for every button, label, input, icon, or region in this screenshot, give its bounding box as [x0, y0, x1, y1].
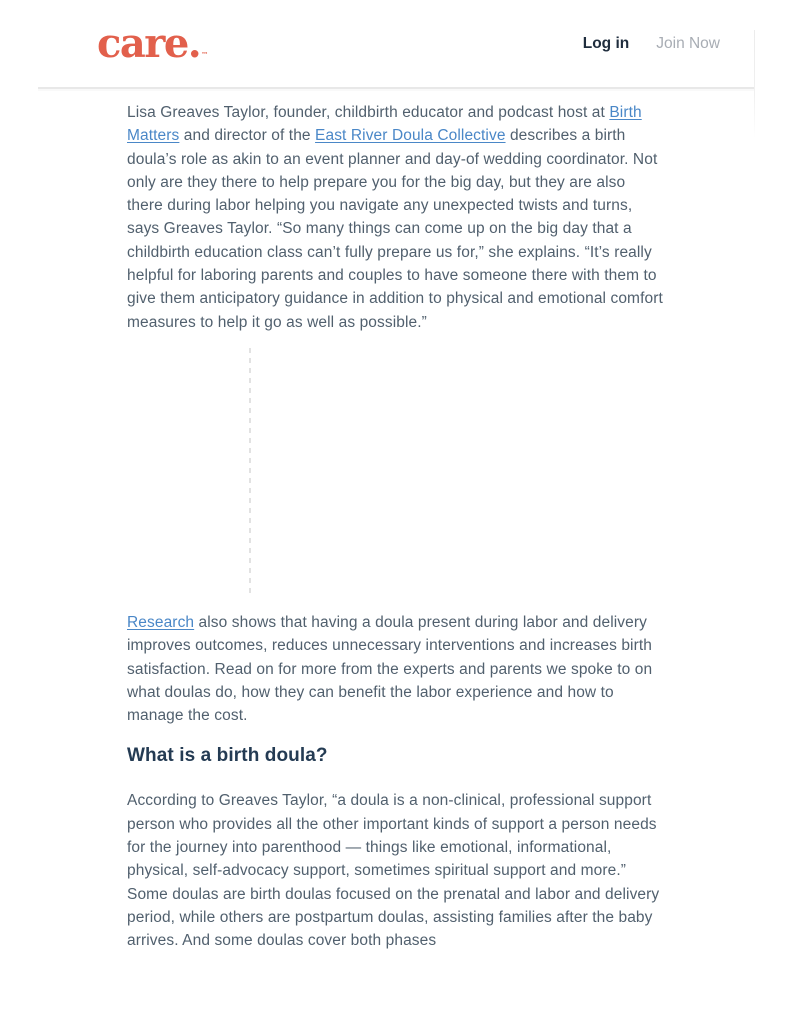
login-link[interactable]: Log in — [582, 34, 630, 52]
paragraph-definition: According to Greaves Taylor, “a doula is a non-clinical, professional support person who provides all the other important kinds of support a person needs for the journey into parenthood — things like emotional, informational, physical, self-advocacy support, sometimes spiritual support and more.” Some doulas are birth doulas focused on the prenatal and labor and delivery period, while others are postpartum doulas, assisting families after the baby arrives. And some doulas cover both phases — [127, 792, 660, 950]
birth-matters-link[interactable]: Birth Matters — [127, 104, 642, 145]
paragraph-intro — [127, 101, 664, 334]
paragraph-research — [127, 611, 664, 727]
article-body — [127, 89, 664, 953]
paragraph-intro-text-3: describes a birth doula’s role as akin to an event planner and day-of wedding coordinator. Not only are they there to help prepare you for the big day, but they are also there during labor helping you navigate any unexpected twists and turns, says Greaves Taylor. “So many things can come up on the big day that a childbirth education class can’t fully prepare us for,” she explains. “It’s really helpful for laboring parents and couples to have someone there with them to give them anticipatory guidance in addition to physical and emotional comfort measures to help it go as well as possible.” — [127, 127, 663, 331]
paragraph-intro-text-1: Lisa Greaves Taylor, founder, childbirth educator and podcast host at — [127, 104, 610, 121]
header-nav — [583, 35, 720, 53]
east-river-doula-collective-link[interactable]: East River Doula Collective — [315, 127, 506, 145]
care-logo[interactable] — [97, 19, 209, 67]
paragraph-research-text: also shows that having a doula present during labor and delivery improves outcomes, reduces unnecessary interventions and increases birth satisfaction. Read on for more from the experts and parents we spoke to on what doulas do, how they can benefit the labor experience and how to manage the cost. — [127, 613, 653, 725]
join-now-link[interactable]: Join Now — [656, 34, 720, 52]
research-link[interactable]: Research — [127, 613, 195, 631]
embed-placeholder-dashed-line — [249, 348, 251, 593]
trademark-symbol: ™ — [201, 49, 209, 59]
site-header — [38, 0, 755, 89]
care-logo-text: care. — [97, 19, 201, 67]
section-heading-what-is-a-birth-doula: What is a birth doula? — [127, 745, 328, 767]
paragraph-intro-text-2: and director of the — [179, 127, 316, 145]
